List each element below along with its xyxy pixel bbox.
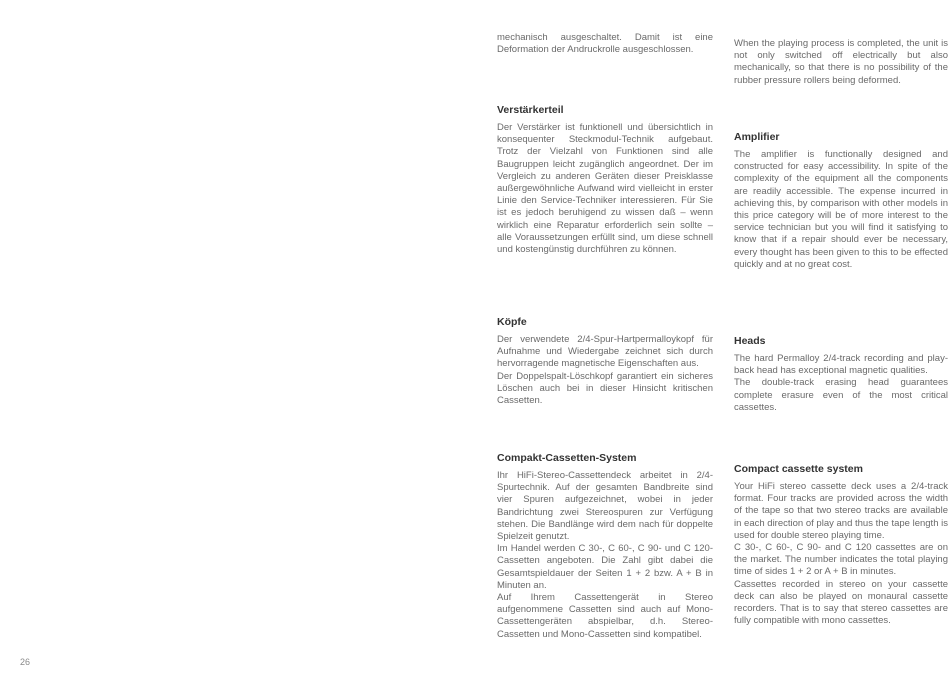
section-paragraph: Der verwendete 2/4-Spur-Hartpermalloykopf für Aufnahme und Wiedergabe zeichnet sich durch hervorragende magnetische Eigenschaften aus.	[497, 334, 713, 370]
section-paragraph: The double-track erasing head guarantees complete erasure even of the most critical cassettes.	[734, 377, 948, 413]
section-paragraph: The hard Permalloy 2/4-track recording and play-back head has exceptional magnetic qualities.	[734, 353, 948, 377]
german-intro-text: mechanisch ausgeschaltet. Damit ist eine Deformation der Andruckrolle ausgeschlossen.	[497, 32, 713, 56]
section-paragraph: The amplifier is functionally designed and constructed for easy accessibility. In spite of the complexity of the equipment all the components are readily accessible. The expense incurred in achieving this, by comparison with other models in this price category will be of more interest to the service technician but you will find it satisfying to know that if a repair should ever be necessary, every thought has been given to this to be effected quickly and at no great cost.	[734, 149, 948, 270]
section-paragraph: Your HiFi stereo cassette deck uses a 2/4-track format. Four tracks are provided across the width of the tape so that two stereo tracks are available in each direction of play and thus the tape length is used for double stereo playing time.	[734, 481, 948, 541]
section-heading: Köpfe	[497, 316, 527, 328]
english-section-heads	[734, 335, 948, 414]
section-paragraph: Der Verstärker ist funktionell und übersichtlich in konsequenter Steckmodul-Technik aufgebaut. Trotz der Vielzahl von Funktionen sind alle Baugruppen leicht zugänglich angeordnet. Der im Vergleich zu anderen Geräten dieser Preisklasse außergewöhnliche Aufwand wird vielleicht in erster Linie den Service-Techniker interessieren. Für Sie ist es jedoch beruhigend zu wissen daß – wenn wirklich eine Reparatur erforderlich sein sollte – alle Voraussetzungen erfüllt sind, um diese schnell und kostengünstig durchführen zu können.	[497, 122, 713, 256]
page-number: 26	[20, 657, 31, 667]
section-paragraph: Auf Ihrem Cassettengerät in Stereo aufgenommene Cassetten sind auch auf Mono-Cassettengeräten abspielbar, d.h. Stereo-Cassetten und Mono-Cassetten sind kompatibel.	[497, 592, 713, 640]
english-intro-text: When the playing process is completed, the unit is not only switched off electrically but also mechanically, so that there is no possibility of the rubber pressure rollers being deformed.	[734, 38, 948, 86]
section-paragraph: C 30-, C 60-, C 90- and C 120 cassettes are on the market. The number indicates the total playing time of sides 1 + 2 or A + B in minutes.	[734, 542, 948, 578]
english-section-compact-cassette-system	[734, 463, 948, 627]
section-heading: Amplifier	[734, 131, 780, 143]
german-intro	[497, 32, 713, 56]
section-heading: Compact cassette system	[734, 463, 863, 475]
english-section-amplifier	[734, 131, 948, 271]
section-paragraph: Ihr HiFi-Stereo-Cassettendeck arbeitet in 2/4-Spurtechnik. Auf der gesamten Bandbreite sind vier Spuren aufgezeichnet, wobei in jeder Bandrichtung zwei Stereospuren zur Verfügung stehen. Die Bandlänge wird dem nach für doppelte Spielzeit genutzt.	[497, 470, 713, 543]
section-paragraph: Cassettes recorded in stereo on your cassette deck can also be played on monaural cassette recorders. That is to say that stereo cassettes are fully compatible with mono cassettes.	[734, 578, 948, 627]
section-paragraph: Der Doppelspalt-Löschkopf garantiert ein sicheres Löschen auch bei in dieser Hinsicht kritischen Cassetten.	[497, 370, 713, 407]
german-section-verstaerkerteil	[497, 104, 713, 256]
german-section-koepfe	[497, 316, 713, 407]
section-paragraph: Im Handel werden C 30-, C 60-, C 90- und C 120-Cassetten angeboten. Die Zahl gibt dabei die Gesamtspieldauer der Seiten 1 + 2 bzw. A + B in Minuten an.	[497, 543, 713, 591]
section-heading: Heads	[734, 335, 766, 347]
english-intro	[734, 38, 948, 87]
section-heading: Verstärkerteil	[497, 104, 564, 116]
section-heading: Compakt-Cassetten-System	[497, 452, 637, 464]
german-section-cassetten-system	[497, 452, 713, 641]
